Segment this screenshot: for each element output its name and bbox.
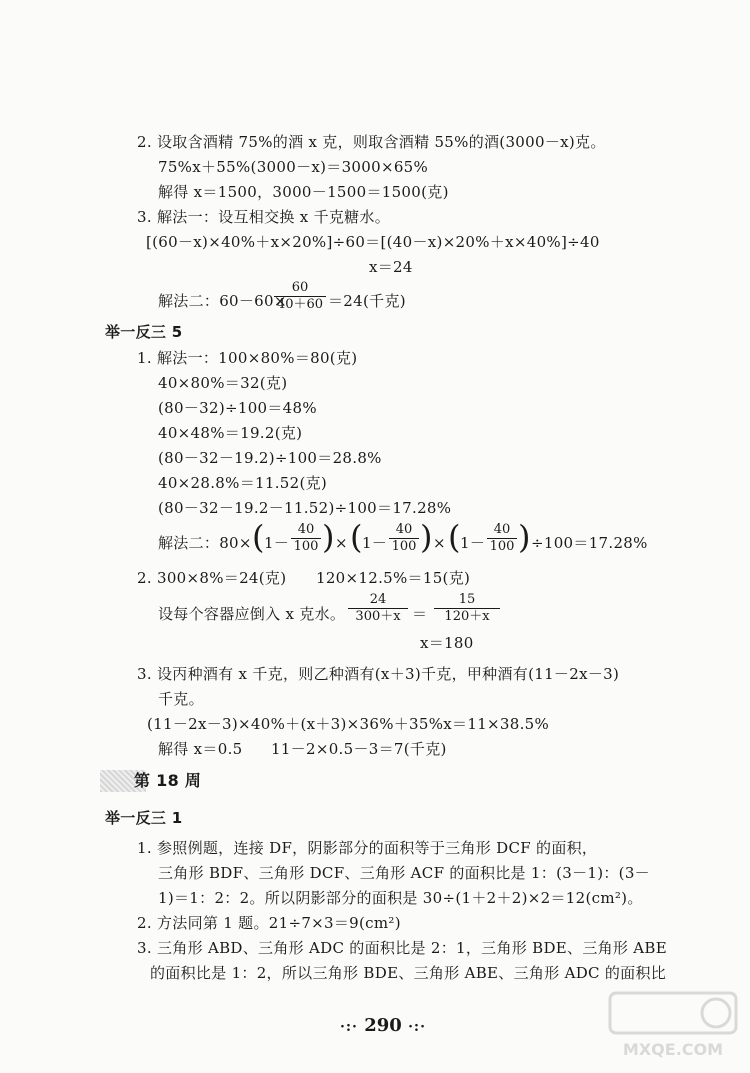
fraction-denominator: 300＋x (355, 609, 401, 624)
page-number (340, 1015, 426, 1036)
s5-line4: 40×48%＝19.2(克) (158, 424, 303, 442)
answer-3-method2-right: ＝24(千克) (328, 292, 406, 310)
watermark-text: MXQE.COM (622, 1040, 724, 1059)
times-sign: × (335, 534, 348, 552)
s5-q3-line4b: 11－2×0.5－3＝7(千克) (271, 740, 447, 758)
fraction-numerator: 40 (291, 522, 321, 539)
answer-3-line1: 3. 解法一：设互相交换 x 千克糖水。 (137, 208, 391, 226)
equals-sign: ＝ (412, 605, 428, 623)
fraction-numerator: 24 (348, 592, 408, 609)
s1-q1-line3: 1)＝1：2：2。所以阴影部分的面积是 30÷(1＋2＋2)×2＝12(cm²)。 (158, 889, 643, 907)
fraction-24-over-300x (348, 592, 408, 625)
one-minus: 1－ (362, 534, 388, 552)
s5-line7: (80－32－19.2－11.52)÷100＝17.28% (158, 499, 452, 517)
fraction-denominator: 40＋60 (276, 297, 324, 312)
paren-close: ) (420, 518, 433, 556)
fraction-denominator: 120＋x (444, 609, 490, 624)
fraction-15-over-120x (434, 592, 500, 625)
answer-2-line3: 解得 x＝1500，3000－1500＝1500(克) (158, 183, 449, 201)
s1-q1-line1: 1. 参照例题，连接 DF，阴影部分的面积等于三角形 DCF 的面积， (137, 839, 598, 857)
answer-3-result: x＝24 (369, 258, 413, 276)
fraction-40-over-100 (291, 522, 321, 555)
fraction-numerator: 40 (487, 522, 517, 539)
s5-line2: 40×80%＝32(克) (158, 374, 288, 392)
s5-q3-line3: (11－2x－3)×40%＋(x＋3)×36%＋35%x＝11×38.5% (147, 715, 550, 733)
decorative-dots: ·:· (408, 1019, 426, 1035)
s5-q2-result: x＝180 (420, 634, 474, 652)
week-heading: 第 18 周 (134, 771, 202, 790)
watermark-logo (608, 991, 738, 1061)
s5-q3-line1: 3. 设丙种酒有 x 千克，则乙种酒有(x＋3)千克，甲种酒有(11－2x－3) (137, 665, 620, 683)
one-minus: 1－ (264, 534, 290, 552)
s1-q2-line: 2. 方法同第 1 题。21÷7×3＝9(cm²) (137, 914, 401, 932)
fraction-40-over-100 (389, 522, 419, 555)
s5-line3: (80－32)÷100＝48% (158, 399, 317, 417)
times-sign: × (433, 534, 446, 552)
s5-q2-line2: 设每个容器应倒入 x 克水。 (158, 605, 346, 623)
fraction-numerator: 60 (274, 280, 326, 297)
fraction-denominator: 100 (293, 539, 319, 554)
s5-method2-right: ÷100＝17.28% (531, 534, 648, 552)
answer-3-equation: [(60－x)×40%＋x×20%]÷60＝[(40－x)×20%＋x×40%]÷40 (146, 233, 600, 251)
s5-q3-line2: 千克。 (158, 690, 204, 708)
paren-open: ( (448, 518, 461, 556)
section-heading-5: 举一反三 5 (105, 323, 183, 341)
fraction-denominator: 100 (391, 539, 417, 554)
paren-open: ( (350, 518, 363, 556)
s5-q2-line1b: 120×12.5%＝15(克) (316, 569, 471, 587)
page-number-value: 290 (364, 1015, 402, 1036)
fraction-numerator: 40 (389, 522, 419, 539)
paren-close: ) (518, 518, 531, 556)
s5-line5: (80－32－19.2)÷100＝28.8% (158, 449, 382, 467)
decorative-dots: ·:· (340, 1019, 358, 1035)
s5-line1: 1. 解法一：100×80%＝80(克) (137, 349, 358, 367)
answer-3-method2-left: 解法二：60－60× (158, 292, 287, 310)
answer-2-line2: 75%x＋55%(3000－x)＝3000×65% (158, 158, 429, 176)
paren-open: ( (252, 518, 265, 556)
s5-q3-line4: 解得 x＝0.5 (158, 740, 243, 758)
fraction-40-over-100 (487, 522, 517, 555)
fraction-60-over-100 (274, 280, 326, 313)
s5-line6: 40×28.8%＝11.52(克) (158, 474, 328, 492)
one-minus: 1－ (460, 534, 486, 552)
s1-q1-line2: 三角形 BDF、三角形 DCF、三角形 ACF 的面积比是 1：(3－1)：(3－ (158, 864, 650, 882)
paren-close: ) (322, 518, 335, 556)
s1-q3-line1: 3. 三角形 ABD、三角形 ADC 的面积比是 2：1，三角形 BDE、三角形 ABE (137, 939, 667, 957)
fraction-numerator: 15 (434, 592, 500, 609)
s1-q3-line2: 的面积比是 1：2，所以三角形 BDE、三角形 ABE、三角形 ADC 的面积比 (150, 964, 667, 982)
s5-method2-left: 解法二：80× (158, 534, 252, 552)
s5-q2-line1: 2. 300×8%＝24(克) (137, 569, 287, 587)
answer-2-line1: 2. 设取含酒精 75%的酒 x 克，则取含酒精 55%的酒(3000－x)克。 (137, 133, 606, 151)
fraction-denominator: 100 (489, 539, 515, 554)
section-heading-1: 举一反三 1 (105, 809, 183, 827)
